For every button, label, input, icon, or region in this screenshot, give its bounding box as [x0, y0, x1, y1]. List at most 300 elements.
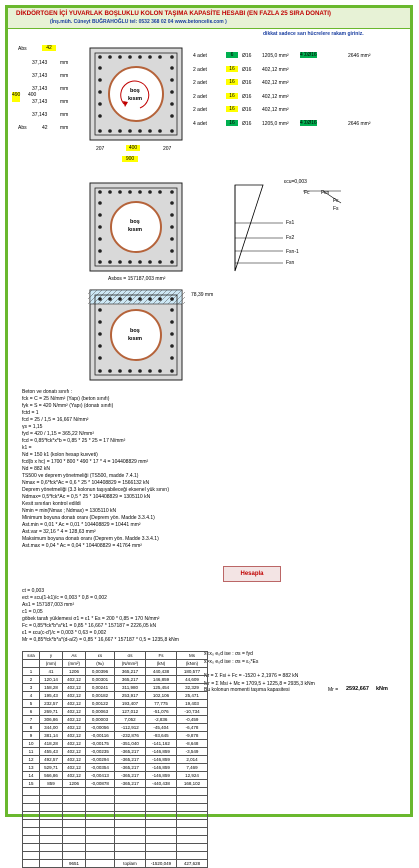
check-line: TS500 ve deprem yönetmeliği (TS500, madde 7.4.1) [22, 473, 139, 479]
abs-label-bottom: Abs [18, 125, 27, 131]
table-row [23, 772, 208, 780]
table-cell-empty [177, 820, 208, 828]
table-cell-empty [86, 796, 115, 804]
table-cell-empty [40, 836, 63, 844]
rebar-dot [98, 55, 102, 59]
rebar-dot [170, 260, 174, 264]
table-cell-empty [23, 788, 40, 796]
table-cell-empty [63, 852, 86, 860]
table-cell: 402,12 [63, 676, 86, 684]
rebar-count-input[interactable]: 16 [226, 106, 238, 112]
spacing-unit: mm [60, 99, 69, 105]
table-cell: 253,917 [115, 692, 146, 700]
rebar-dot [138, 260, 142, 264]
parameter-line: fcd = 0,85*fck*x*b = 0,85 * 25 * 25 = 17 N/mm² [22, 438, 126, 444]
table-cell-empty [177, 804, 208, 812]
rebar-dot [118, 190, 122, 194]
rebar-dot [108, 369, 112, 373]
spacing-value: 37,143 [32, 99, 48, 105]
spacing-value: 37,143 [32, 86, 48, 92]
bottom-cover-value: 42 [42, 125, 48, 131]
table-header: y [40, 652, 63, 660]
table-cell-empty [146, 788, 177, 796]
table-cell: 1206 [63, 668, 86, 676]
table-cell: 269,71 [40, 708, 63, 716]
table-cell: 8 [23, 724, 40, 732]
table-cell: 402,12 [63, 756, 86, 764]
force-label: Fc [304, 190, 310, 196]
rebar-dot [158, 369, 162, 373]
result-value: 2592,667 [346, 686, 369, 692]
calc-line: Mr = 0,85*fck*b*a*(d-a/2) = 0,85 * 16,667 * 157187 * 0,5 = 1235,8 kNm [22, 637, 179, 643]
parameter-line: fck = C = 25 N/mm² (Yapı) (beton sınıfı) [22, 396, 110, 402]
rebar-dot [138, 129, 142, 133]
table-cell: 859 [40, 780, 63, 788]
table-cell-empty [177, 844, 208, 852]
table-cell: 2 [23, 676, 40, 684]
rebar-dot [128, 190, 132, 194]
table-cell-empty [146, 804, 177, 812]
table-cell-empty [40, 812, 63, 820]
parameter-line: Beton ve donatı sınıfı : [22, 389, 73, 395]
table-cell: 193,407 [115, 700, 146, 708]
table-cell: -0,00175 [86, 740, 115, 748]
table-cell: 365,217 [115, 676, 146, 684]
rebar-dot [98, 260, 102, 264]
table-cell: -45,404 [146, 724, 177, 732]
rebar-row-label: 4 adet [193, 53, 207, 59]
table-cell: 10 [23, 740, 40, 748]
table-cell: 7,469 [177, 764, 208, 772]
dim-mid-input[interactable]: 400 [126, 145, 140, 151]
table-cell-empty [40, 804, 63, 812]
table-cell-empty [86, 820, 115, 828]
table-cell-empty [40, 796, 63, 804]
table-cell-empty [63, 812, 86, 820]
table-cell: 492,57 [40, 756, 63, 764]
check-line: Ndmax= 0,5*fck*Ac = 0,5 * 25 * 104408829 = 1305110 kN [22, 494, 151, 500]
table-header: σs [115, 652, 146, 660]
table-footer-cell [23, 860, 40, 868]
table-cell: -365,217 [115, 756, 146, 764]
compression-depth: 78,39 mm [191, 292, 214, 298]
rebar-bar: Ø16 [242, 53, 252, 59]
table-cell: -3,549 [177, 748, 208, 756]
rebar-asn: 2646 mm² [348, 120, 371, 127]
rebar-area: 402,12 mm² [262, 80, 289, 86]
table-cell: 440,438 [146, 668, 177, 676]
rebar-dot [148, 369, 152, 373]
table-cell-empty [63, 796, 86, 804]
table-cell: 455,43 [40, 748, 63, 756]
spacing-value: 37,143 [32, 73, 48, 79]
table-cell: -0,00235 [86, 748, 115, 756]
rebar-asn: 2646 mm² [348, 53, 371, 59]
table-row-empty [23, 788, 208, 796]
table-cell: -351,040 [115, 740, 146, 748]
rebar-area: 402,12 mm² [262, 107, 289, 113]
rebar-dot [98, 66, 102, 70]
rebar-dot [98, 78, 102, 82]
table-cell: 12 [23, 756, 40, 764]
table-cell: 15 [23, 780, 40, 788]
table-cell-empty [23, 804, 40, 812]
void-label-s2: boş [130, 219, 140, 225]
rebar-dot [170, 237, 174, 241]
rebar-dot [138, 55, 142, 59]
table-cell-empty [23, 812, 40, 820]
table-cell-empty [63, 788, 86, 796]
rebar-bar: Ø16 [242, 93, 252, 100]
rebar-count-input[interactable]: 16 [226, 79, 238, 85]
table-cell: -146,859 [146, 764, 177, 772]
table-cell-empty [146, 844, 177, 852]
table-cell: -51,076 [146, 708, 177, 716]
formula-line: x<x₀ e₀d ise : σs = fyd [204, 651, 253, 657]
table-cell: 402,12 [63, 724, 86, 732]
table-row [23, 676, 208, 684]
rebar-total: 4 ΣØ16 [300, 52, 317, 58]
table-cell: 9 [23, 732, 40, 740]
table-cell: -112,912 [115, 724, 146, 732]
table-cell: 77,775 [146, 700, 177, 708]
check-line: Kesit sınırları kontrol edildi [22, 501, 81, 507]
table-cell-empty [86, 844, 115, 852]
table-row [23, 700, 208, 708]
rebar-dot [128, 297, 132, 301]
table-header: As [63, 652, 86, 660]
table-cell: 41 [40, 668, 63, 676]
table-body [23, 668, 208, 868]
table-cell-empty [115, 804, 146, 812]
rebar-dot [170, 332, 174, 336]
rebar-dot [170, 129, 174, 133]
side-input[interactable]: 490 [12, 92, 20, 102]
table-cell-empty [146, 820, 177, 828]
rebar-dot [148, 260, 152, 264]
rebar-dot [108, 55, 112, 59]
table-cell-empty [23, 844, 40, 852]
rebar-dot [108, 129, 112, 133]
table-cell: 566,86 [40, 772, 63, 780]
table-footer-cell: toplam [115, 860, 146, 868]
table-cell: -0,00413 [86, 772, 115, 780]
table-cell-empty [146, 852, 177, 860]
table-cell: 125,454 [146, 684, 177, 692]
table-cell: 344,00 [40, 724, 63, 732]
rebar-dot [98, 308, 102, 312]
rebar-dot [170, 78, 174, 82]
section-drawing-3 [88, 288, 185, 382]
void-label-2: kısım [128, 96, 143, 102]
check-line: Nmax = 0,6*fck*Ac = 0,6 * 25 * 104408829 = 1566132 kN [22, 480, 150, 486]
table-cell-empty [177, 852, 208, 860]
rebar-dot [158, 260, 162, 264]
rebar-dot [108, 260, 112, 264]
table-header: Ms [177, 652, 208, 660]
sheet-title: DİKDÖRTGEN İÇİ YUVARLAK BOŞLUKLU KOLON TAŞIMA KAPASİTE HESABI (EN FAZLA 25 SIRA DONATI) [16, 10, 331, 17]
rebar-dot [98, 129, 102, 133]
table-cell: 120,14 [40, 676, 63, 684]
sheet-frame [5, 5, 413, 866]
rebar-dot [128, 129, 132, 133]
rebar-dot [118, 260, 122, 264]
calc-line: Fc = 0,85*fck*b*a*k1 = 0,85 * 16,667 * 157187 = 2226,05 kN [22, 623, 157, 629]
table-cell: 195,43 [40, 692, 63, 700]
rebar-dot [98, 344, 102, 348]
table-cell: 158,28 [40, 684, 63, 692]
table-cell-empty [146, 812, 177, 820]
table-cell: 402,12 [63, 684, 86, 692]
table-header-row [23, 652, 208, 660]
calc-line: As1 = 157187,003 mm² [22, 602, 75, 608]
table-cell: -0,00354 [86, 764, 115, 772]
table-cell-empty [86, 828, 115, 836]
table-unit: (kNm) [177, 660, 208, 668]
rebar-count-input[interactable]: 6 [226, 52, 238, 58]
table-cell: -2,836 [146, 716, 177, 724]
table-cell-empty [115, 844, 146, 852]
rebar-dot [98, 249, 102, 253]
rebar-bar: Ø16 [242, 107, 252, 113]
table-row-empty [23, 796, 208, 804]
table-cell: 168,102 [177, 780, 208, 788]
force-label: Fs1 [286, 220, 295, 226]
table-row [23, 748, 208, 756]
force-label: Fsn [286, 260, 295, 266]
table-cell: 44,609 [177, 676, 208, 684]
table-cell: -93,645 [146, 732, 177, 740]
table-cell: 418,28 [40, 740, 63, 748]
table-row [23, 684, 208, 692]
table-cell-empty [115, 836, 146, 844]
table-row [23, 716, 208, 724]
stress-diagram [223, 183, 343, 273]
table-cell: 25,471 [177, 692, 208, 700]
table-cell: 6 [23, 708, 40, 716]
rebar-dot [170, 102, 174, 106]
rebar-area: 402,12 mm² [262, 66, 289, 73]
table-cell-empty [63, 828, 86, 836]
table-cell: -365,217 [115, 764, 146, 772]
side-label-3: Fs [333, 206, 339, 212]
parameter-line: fyd = 420 / 1,15 = 365,22 N/mm² [22, 431, 94, 437]
table-cell-empty [23, 836, 40, 844]
table-cell: -146,859 [146, 756, 177, 764]
table-cell: 402,12 [63, 748, 86, 756]
table-cell: 402,12 [63, 732, 86, 740]
input-note: dikkat sadece sarı hücrelere rakam giriniz. [263, 31, 364, 37]
table-cell: 306,86 [40, 716, 63, 724]
rebar-row-label: 2 adet [193, 93, 207, 100]
table-unit: (mm) [40, 660, 63, 668]
rebar-dot [170, 369, 174, 373]
table-cell: 5 [23, 700, 40, 708]
table-cell: -8,648 [177, 740, 208, 748]
rebar-dot [138, 297, 142, 301]
table-cell-empty [115, 796, 146, 804]
rebar-dot [108, 297, 112, 301]
table-header: Fs [146, 652, 177, 660]
table-cell: 14 [23, 772, 40, 780]
table-cell-empty [177, 796, 208, 804]
check-line: Minimum boyuna donatı oranı (Deprem yön. Madde 3.3.4.1) [22, 515, 155, 521]
rebar-total: 4 ΣØ16 [300, 119, 317, 126]
dim-left: 207 [96, 146, 105, 152]
strain-label: εcu=0,003 [284, 179, 307, 185]
table-cell: -440,438 [146, 780, 177, 788]
table-cell-empty [86, 788, 115, 796]
rebar-dot [170, 225, 174, 229]
table-cell: 127,012 [115, 708, 146, 716]
rebar-dot [170, 90, 174, 94]
table-cell: -146,859 [146, 772, 177, 780]
result-mr-label: Mr = [328, 687, 339, 693]
rebar-bar: Ø16 [242, 66, 252, 73]
rebar-row-label: 2 adet [193, 107, 207, 113]
parameter-line: Nd = 150 k1 (kolon hesap kuvveti) [22, 452, 98, 458]
table-row-empty [23, 852, 208, 860]
table-cell-empty [40, 820, 63, 828]
rebar-dot [170, 308, 174, 312]
table-cell-empty [86, 852, 115, 860]
table-row-empty [23, 812, 208, 820]
table-footer-row [23, 860, 208, 868]
table-cell-empty [86, 812, 115, 820]
rebar-dot [158, 55, 162, 59]
table-cell: -0,00294 [86, 756, 115, 764]
table-cell: -141,162 [146, 740, 177, 748]
sheet-header [8, 8, 410, 29]
rebar-dot [118, 297, 122, 301]
formula-line: Nr = Σ Fsi + Fc = -1520 + 2,1976 = 882 kN [204, 673, 299, 679]
calculate-button[interactable]: Hesapla [223, 566, 281, 582]
rebar-dot [98, 213, 102, 217]
check-line: Ast.min = 0,01 * Ac = 0,01 * 104408829 = 10441 mm² [22, 522, 141, 528]
formula-line: x>x₀ e₀d ise : σs = ε₀*Es [204, 659, 259, 665]
table-cell: -365,217 [115, 780, 146, 788]
table-footer-cell: -1520,049 [146, 860, 177, 868]
force-label: Fs2 [286, 235, 295, 241]
table-cell: 311,980 [115, 684, 146, 692]
table-cell: 180,577 [177, 668, 208, 676]
rebar-dot [98, 356, 102, 360]
check-line: Maksimum boyuna donatı oranı (Deprem yön. Madde 3.3.4.1) [22, 536, 159, 542]
parameter-line: Nd = 882 kN [22, 466, 50, 472]
rebar-dot [98, 320, 102, 324]
table-cell: 402,12 [63, 772, 86, 780]
table-row [23, 780, 208, 788]
table-row [23, 756, 208, 764]
table-cell: 365,217 [115, 668, 146, 676]
parameter-line: γs = 1,15 [22, 424, 43, 430]
table-cell: 3 [23, 684, 40, 692]
table-cell: -9,878 [177, 732, 208, 740]
table-footer-cell [40, 860, 63, 868]
table-unit: (mm²) [63, 660, 86, 668]
table-cell-empty [115, 820, 146, 828]
table-cell-empty [177, 788, 208, 796]
result-label: Bu kolonun momenti taşıma kapasitesi [204, 687, 290, 693]
rebar-dot [170, 249, 174, 253]
calc-line: ε1 = εcu(c-d')/c = 0,003 * 0,63 = 0,002 [22, 630, 107, 636]
rebar-dot [98, 190, 102, 194]
rebar-dot [158, 297, 162, 301]
check-line: Ast.var = 32,16 * 4 = 128,63 mm² [22, 529, 96, 535]
rebar-dot [148, 190, 152, 194]
rebar-count-input[interactable]: 16 [226, 120, 238, 126]
rebar-dot [98, 90, 102, 94]
rebar-dot [128, 260, 132, 264]
calc-line: ct = 0,003 [22, 588, 45, 594]
table-cell: 1 [23, 668, 40, 676]
void-area-label: Asbos = 157187,003 mm² [108, 276, 166, 282]
side-label-1: Fcn [321, 190, 330, 196]
rebar-dot [148, 55, 152, 59]
rebar-count-input[interactable]: 16 [226, 93, 238, 99]
rebar-dot [118, 55, 122, 59]
table-cell: -0,00878 [86, 780, 115, 788]
table-cell: 402,12 [63, 692, 86, 700]
spacing-unit: mm [60, 73, 69, 79]
rebar-dot [138, 190, 142, 194]
rebar-row-label: 2 adet [193, 80, 207, 86]
top-cover-input[interactable]: 42 [42, 45, 56, 51]
rebar-dot [118, 369, 122, 373]
table-header: sıra [23, 652, 40, 660]
section-drawing-1 [88, 46, 185, 142]
table-cell: 1206 [63, 780, 86, 788]
table-cell-empty [23, 820, 40, 828]
width-input[interactable]: 900 [122, 156, 138, 162]
rebar-count-input[interactable]: 16 [226, 66, 238, 72]
void-label-s3b: kısım [128, 336, 143, 342]
rebar-area: 1205,0 mm² [262, 120, 289, 127]
rebar-dot [170, 344, 174, 348]
table-row [23, 668, 208, 676]
rebar-dot [118, 129, 122, 133]
table-cell-empty [63, 804, 86, 812]
rebar-dot [98, 114, 102, 118]
table-cell-empty [40, 788, 63, 796]
table-cell-empty [86, 804, 115, 812]
table-row [23, 764, 208, 772]
rebar-dot [170, 213, 174, 217]
spacing-value: 37,143 [32, 112, 48, 118]
table-cell: 402,12 [63, 700, 86, 708]
table-cell-empty [146, 836, 177, 844]
force-label: Fsn-1 [286, 249, 299, 255]
rebar-dot [128, 55, 132, 59]
rebar-dot [158, 129, 162, 133]
rebar-dot [108, 190, 112, 194]
rebar-dot [158, 190, 162, 194]
table-cell: 529,71 [40, 764, 63, 772]
table-cell: 381,14 [40, 732, 63, 740]
table-cell-empty [63, 820, 86, 828]
sheet-subtitle: (İnş.müh. Cüneyt BUĞRAHOĞLU tel: 0532 368 02 04 www.betonceliк.com ) [50, 19, 227, 25]
unit-mm: mm [60, 125, 69, 131]
rebar-dot [98, 297, 102, 301]
calc-line: c1 = 0,05 [22, 609, 43, 615]
rebar-dot [128, 369, 132, 373]
table-cell: -10,734 [177, 708, 208, 716]
parameter-line: k1 = [22, 445, 32, 451]
spacing-unit: mm [60, 60, 69, 66]
spacing-value: 37,143 [32, 60, 48, 66]
table-cell: 232,57 [40, 700, 63, 708]
table-cell: 0,00241 [86, 684, 115, 692]
